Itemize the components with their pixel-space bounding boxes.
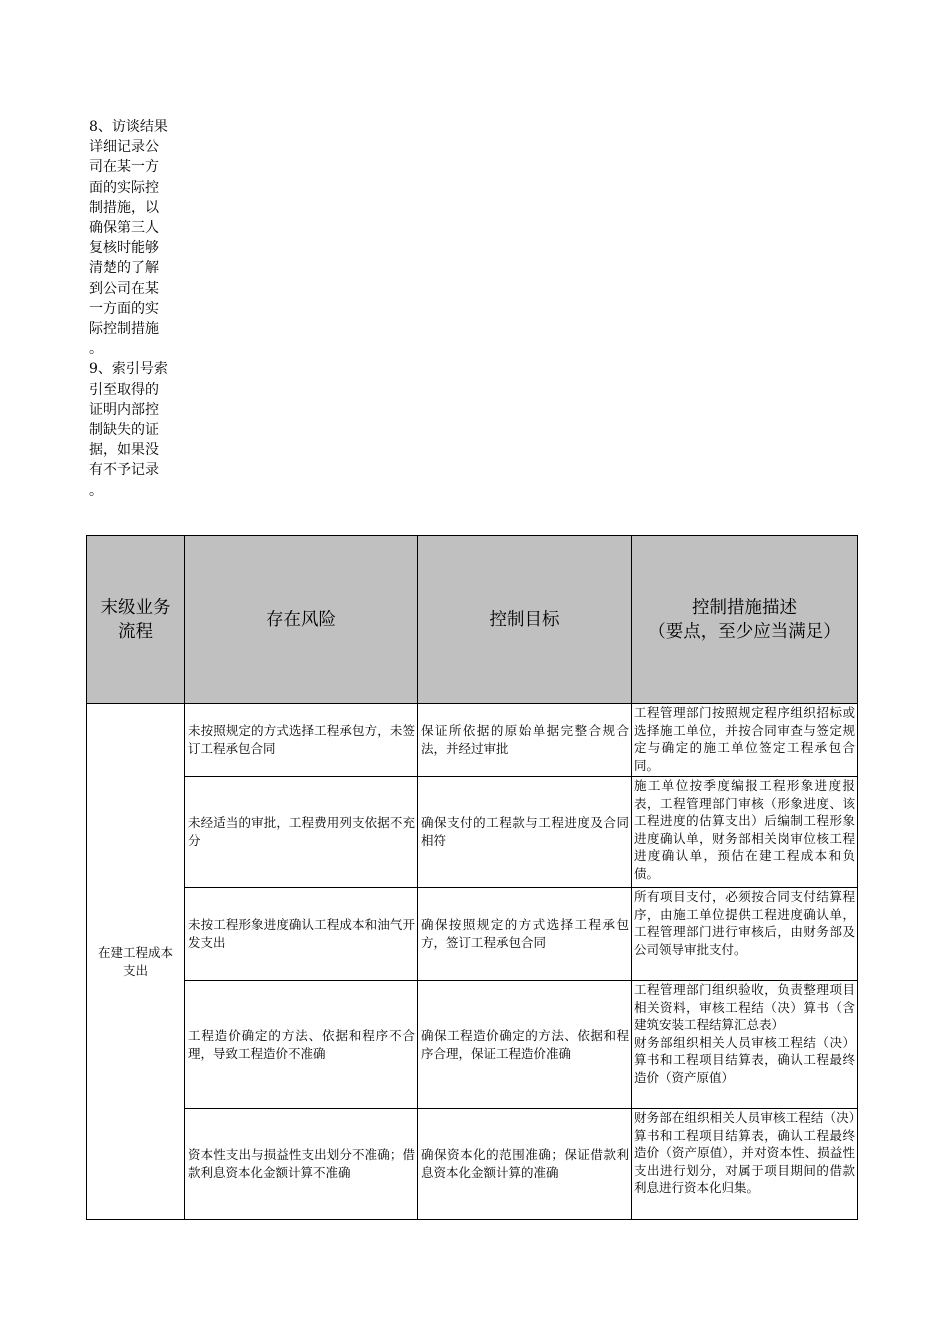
header-process-line: 末级业务 <box>100 597 171 618</box>
note-line: 制缺失的证 <box>89 422 159 439</box>
objective-cell: 确保按照规定的方式选择工程承包方，签订工程承包合同 <box>418 888 632 981</box>
note-line: 复核时能够 <box>89 240 159 257</box>
header-risk: 存在风险 <box>185 536 418 704</box>
note-line: 到公司在某 <box>89 280 159 297</box>
process-line: 在建工程成本 <box>97 944 173 960</box>
header-measure-line: （要点，至少应当满足） <box>648 621 841 642</box>
header-objective: 控制目标 <box>418 536 632 704</box>
note-line: 制措施，以 <box>89 199 159 216</box>
measure-cell: 所有项目支付，必须按合同支付结算程序，由施工单位提供工程进度确认单，工程管理部门进行审核后，由财务部及公司领导审批支付。 <box>632 888 858 981</box>
objective-cell: 确保支付的工程款与工程进度及合同相符 <box>418 777 632 888</box>
note-line: 确保第三人 <box>89 220 159 237</box>
objective-cell: 确保资本化的范围准确；保证借款利息资本化金额计算的准确 <box>418 1109 632 1220</box>
objective-cell: 保证所依据的原始单据完整合规合法，并经过审批 <box>418 704 632 777</box>
note-line: 8、访谈结果 <box>89 119 168 135</box>
note-line: 际控制措施 <box>89 321 159 338</box>
measure-cell: 施工单位按季度编报工程形象进度报表，工程管理部门审核（形象进度、该工程进度的估算支出）后编制工程形象进度确认单，财务部相关岗审位核工程进度确认单，预估在建工程成本和负债。 <box>632 777 858 888</box>
measure-cell: 工程管理部门按照规定程序组织招标或选择施工单位，并按合同审查与签定规定与确定的施工单位签定工程承包合同。 <box>632 704 858 777</box>
header-process <box>87 536 185 704</box>
risk-cell: 未按照规定的方式选择工程承包方，未签订工程承包合同 <box>185 704 418 777</box>
risk-cell: 资本性支出与损益性支出划分不准确；借款利息资本化金额计算不准确 <box>185 1109 418 1220</box>
process-cell <box>87 704 185 1220</box>
note-line: 证明内部控 <box>89 401 159 418</box>
note-line: 清楚的了解 <box>89 260 159 277</box>
objective-cell: 确保工程造价确定的方法、依据和程序合理，保证工程造价准确 <box>418 981 632 1109</box>
process-line: 支出 <box>122 962 148 978</box>
note-line: 9、索引号索 <box>89 361 168 378</box>
note-line: 一方面的实 <box>89 300 159 317</box>
table-row <box>87 704 858 777</box>
note-line: 司在某一方 <box>89 159 159 176</box>
measure-cell: 工程管理部门组织验收，负责整理项目相关资料，审核工程结（决）算书（含建筑安装工程结算汇总表） 财务部组织相关人员审核工程结（决）算书和工程项目结算表，确认工程最终造价（资产原值） <box>632 981 858 1109</box>
notes-block <box>89 117 181 501</box>
measure-cell: 财务部在组织相关人员审核工程结（决）算书和工程项目结算表，确认工程最终造价（资产原值），并对资本性、损益性支出进行划分，对属于项目期间的借款利息进行资本化归集。 <box>632 1109 858 1220</box>
risk-cell: 未按工程形象进度确认工程成本和油气开发支出 <box>185 888 418 981</box>
table-row <box>87 888 858 981</box>
table-row <box>87 777 858 888</box>
note-line: 详细记录公 <box>89 139 159 156</box>
note-line: 面的实际控 <box>89 179 159 196</box>
risk-cell: 工程造价确定的方法、依据和程序不合理，导致工程造价不准确 <box>185 981 418 1109</box>
note-line: 。 <box>89 341 103 358</box>
note-line: 引至取得的 <box>89 381 159 398</box>
control-table <box>86 535 858 1220</box>
header-measure <box>632 536 858 704</box>
table-row <box>87 981 858 1109</box>
header-measure-line: 控制措施描述 <box>692 597 797 618</box>
table-header-row <box>87 536 858 704</box>
risk-cell: 未经适当的审批，工程费用列支依据不充分 <box>185 777 418 888</box>
note-line: 。 <box>89 482 103 499</box>
header-process-line: 流程 <box>118 621 153 642</box>
note-line: 有不予记录 <box>89 462 159 479</box>
note-line: 据，如果没 <box>89 442 159 459</box>
table-row <box>87 1109 858 1220</box>
